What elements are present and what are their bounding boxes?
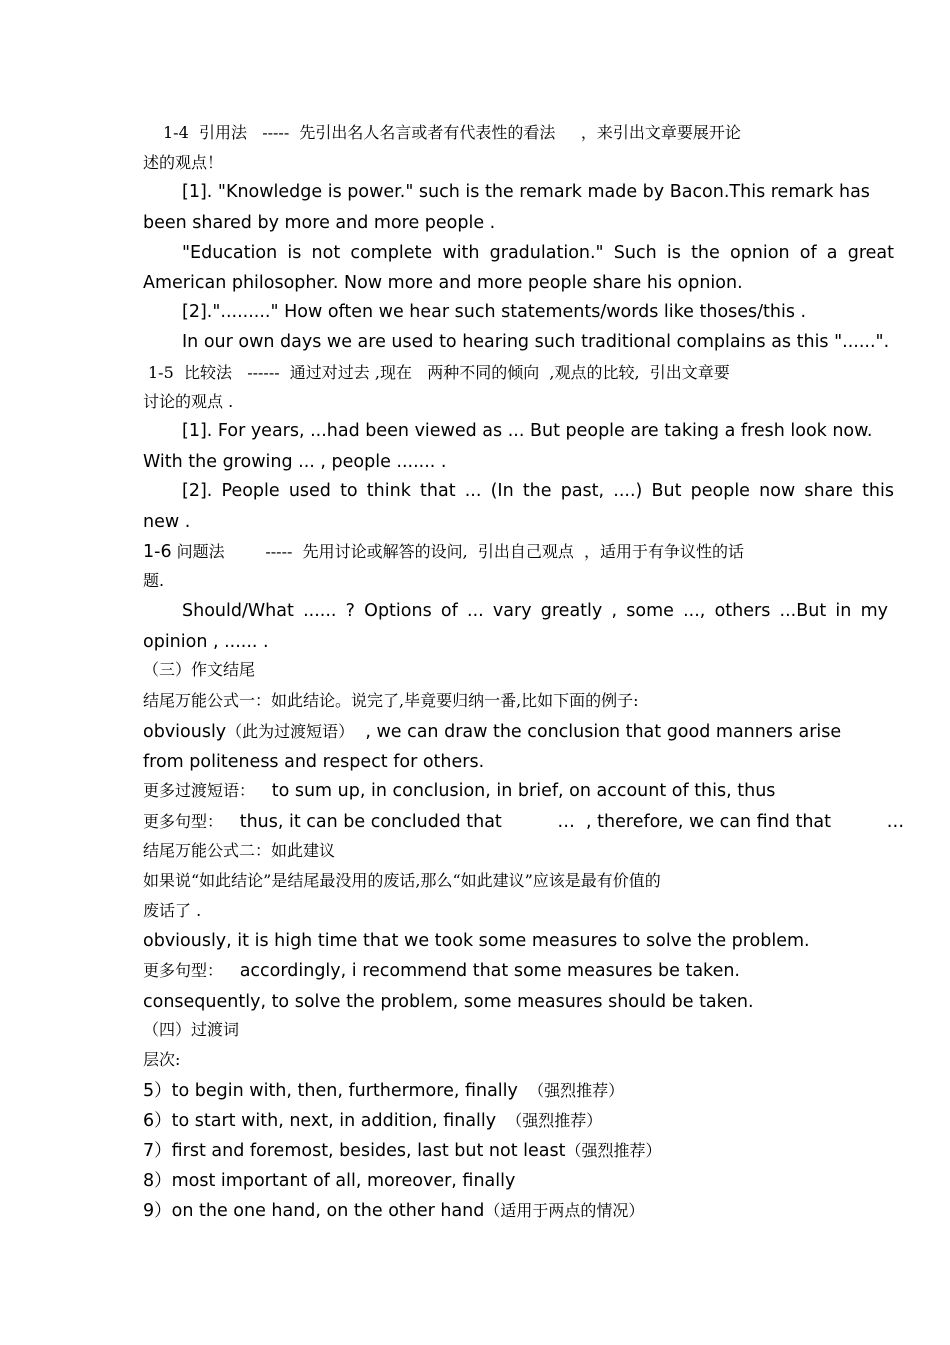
list-item-text: 5）to begin with, then, furthermore, finally xyxy=(143,1081,518,1101)
list-item-note: （适用于两点的情况） xyxy=(484,1201,645,1220)
formula-2-note-cont: 废话了 . xyxy=(143,901,202,920)
more-sentences-label: 更多句型： xyxy=(143,812,224,831)
section-1-6-title: 问题法 ----- 先用讨论或解答的设问, 引出自己观点 ，适用于有争议性的话 xyxy=(171,542,745,561)
formula-1: 结尾万能公式一：如此结论。说完了,毕竟要归纳一番,比如下面的例子: xyxy=(143,691,639,710)
paragraph-line: "Education is not complete with gradulation." Such is the opnion of a great xyxy=(182,243,894,263)
level-label: 层次: xyxy=(143,1050,181,1069)
section-1-5-heading-cont: 讨论的观点 . xyxy=(143,392,234,411)
list-item-note: （强烈推荐） xyxy=(565,1141,662,1160)
list-item xyxy=(143,1080,624,1102)
section-1-6-heading-cont: 题. xyxy=(143,571,165,590)
paragraph-line: Should/What ...... ? Options of ... vary greatly , some ..., others ...But in my xyxy=(182,601,888,621)
section-1-6-number: 1-6 xyxy=(143,542,172,562)
paragraph-line: [2]."........." How often we hear such statements/words like thoses/this . xyxy=(182,302,807,322)
more-sentences xyxy=(143,960,740,982)
formula-2-note: 如果说“如此结论”是结尾最没用的废话,那么“如此建议”应该是最有价值的 xyxy=(143,871,661,890)
example-line xyxy=(143,721,841,743)
example-line: obviously, it is high time that we took some measures to solve the problem. xyxy=(143,931,810,951)
example-note: （此为过渡短语） xyxy=(226,722,355,741)
more-phrases-text: to sum up, in conclusion, in brief, on account of this, thus xyxy=(255,781,776,801)
list-item-text: 6）to start with, next, in addition, finally xyxy=(143,1111,497,1131)
paragraph-line: [2]. People used to think that ... (In the past, ....) But people now share this xyxy=(182,481,894,501)
example-line: consequently, to solve the problem, some measures should be taken. xyxy=(143,992,754,1012)
paragraph-line: In our own days we are used to hearing such traditional complains as this "......". xyxy=(182,332,890,352)
more-phrases xyxy=(143,780,775,802)
list-item xyxy=(143,1110,602,1132)
section-3-title: （三）作文结尾 xyxy=(143,660,256,679)
list-item-note: （强烈推荐） xyxy=(496,1111,603,1130)
section-1-4-heading: 1-4 引用法 ----- 先引出名人名言或者有代表性的看法 ，来引出文章要展开论 xyxy=(163,123,741,142)
section-1-5-heading: 1-5 比较法 ------ 通过对过去 ,现在 两种不同的倾向 ,观点的比较, 引出文章要 xyxy=(148,363,730,382)
list-item xyxy=(143,1140,661,1162)
example-line: from politeness and respect for others. xyxy=(143,752,485,772)
list-item xyxy=(143,1200,644,1222)
more-sentences xyxy=(143,811,904,833)
paragraph-line: [1]. "Knowledge is power." such is the remark made by Bacon.This remark has xyxy=(182,182,870,202)
list-item-note: （强烈推荐） xyxy=(517,1081,625,1100)
more-sentences-text: thus, it can be concluded that … , therefore, we can find that … xyxy=(223,812,905,832)
paragraph-line: new . xyxy=(143,512,191,532)
section-1-6-heading xyxy=(143,541,744,563)
section-1-4-heading-cont: 述的观点！ xyxy=(143,153,224,172)
more-phrases-label: 更多过渡短语： xyxy=(143,781,256,800)
more-sentences-text: accordingly, i recommend that some measures be taken. xyxy=(223,961,740,981)
paragraph-line: American philosopher. Now more and more people share his opnion. xyxy=(143,273,743,293)
more-sentences-label: 更多句型： xyxy=(143,961,224,980)
formula-2: 结尾万能公式二：如此建议 xyxy=(143,841,336,860)
example-rest: , we can draw the conclusion that good manners arise xyxy=(354,722,842,742)
list-item-text: 8）most important of all, moreover, finally xyxy=(143,1171,516,1191)
paragraph-line: opinion , ...... . xyxy=(143,632,269,652)
example-word: obviously xyxy=(143,722,227,742)
list-item xyxy=(143,1170,515,1192)
paragraph-line: [1]. For years, ...had been viewed as ... But people are taking a fresh look now. xyxy=(182,421,873,441)
section-4-title: （四）过渡词 xyxy=(143,1020,240,1039)
list-item-text: 9）on the one hand, on the other hand xyxy=(143,1201,485,1221)
paragraph-line: been shared by more and more people . xyxy=(143,213,496,233)
paragraph-line: With the growing ... , people ....... . xyxy=(143,452,447,472)
list-item-text: 7）first and foremost, besides, last but not least xyxy=(143,1141,566,1161)
